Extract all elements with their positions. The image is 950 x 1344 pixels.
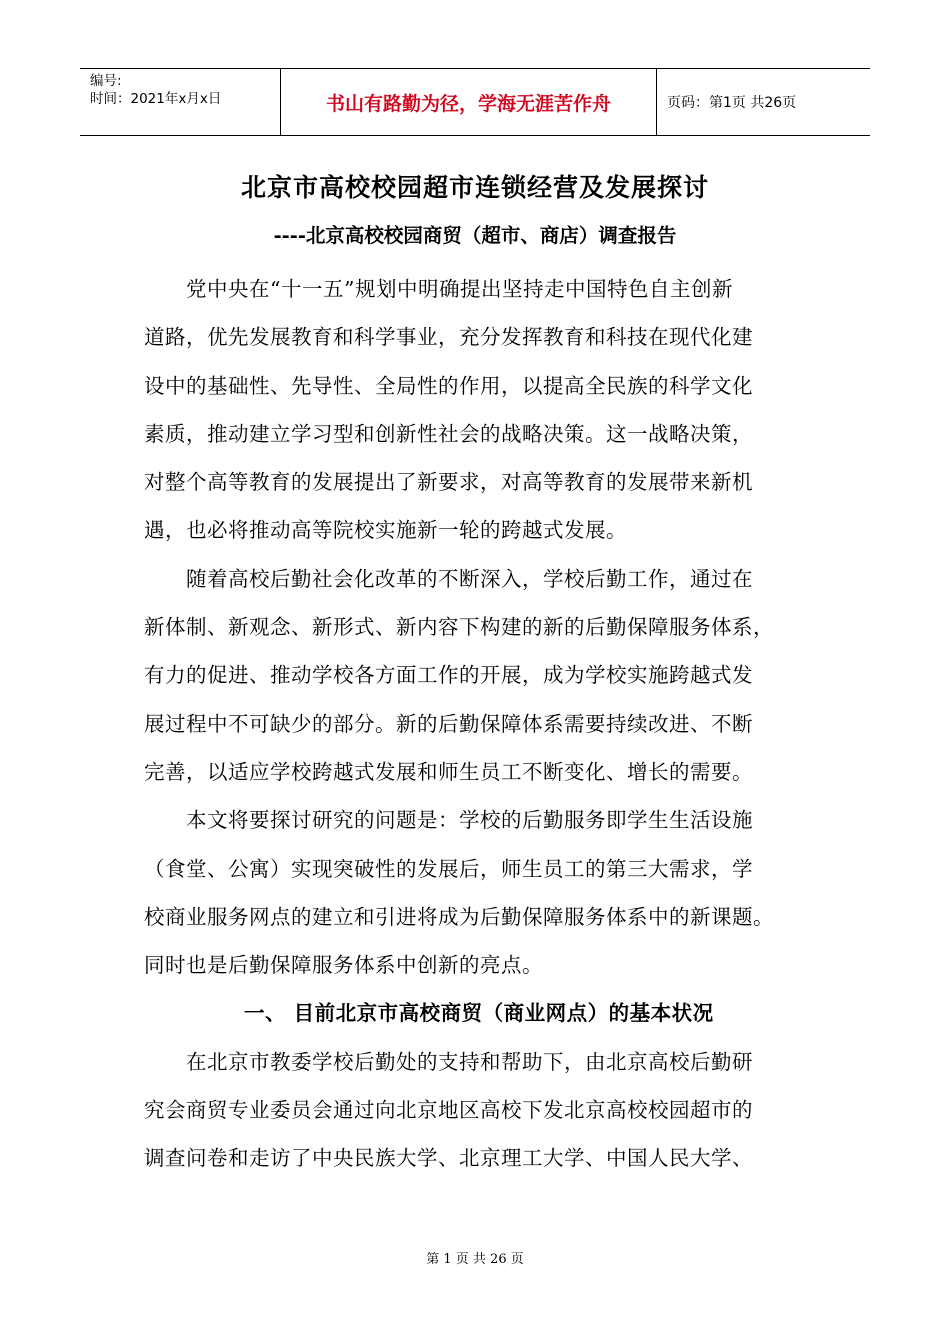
paragraph-line: 展过程中不可缺少的部分。新的后勤保障体系需要持续改进、不断 (144, 711, 753, 736)
date-line: 时间：2021年x月x日 (90, 91, 222, 107)
paragraph-line: 完善，以适应学校跨越式发展和师生员工不断变化、增长的需要。 (144, 759, 753, 784)
paragraph-line: （食堂、公寓）实现突破性的发展后，师生员工的第三大需求，学 (144, 856, 753, 881)
paragraph-line: 遇，也必将推动高等院校实施新一轮的跨越式发展。 (144, 518, 627, 543)
document-title: 北京市高校校园超市连锁经营及发展探讨 (240, 173, 709, 202)
paragraph-line: 究会商贸专业委员会通过向北京地区高校下发北京高校校园超市的 (144, 1098, 753, 1123)
paragraph-line: 素质，推动建立学习型和创新性社会的战略决策。这一战略决策， (144, 421, 753, 446)
paragraph-line: 在北京市教委学校后勤处的支持和帮助下，由北京高校后勤研 (186, 1049, 753, 1074)
paragraph-line: 同时也是后勤保障服务体系中创新的亮点。 (144, 953, 543, 978)
code-label: 编号: (90, 73, 122, 89)
paragraph-line: 对整个高等教育的发展提出了新要求，对高等教育的发展带来新机 (144, 470, 753, 495)
document-subtitle: ----北京高校校园商贸（超市、商店）调查报告 (273, 224, 677, 247)
paragraph-line: 校商业服务网点的建立和引进将成为后勤保障服务体系中的新课题。 (144, 904, 774, 929)
paragraph-line: 道路，优先发展教育和科学事业，充分发挥教育和科技在现代化建 (144, 325, 753, 350)
paragraph-line: 设中的基础性、先导性、全局性的作用，以提高全民族的科学文化 (144, 373, 753, 398)
header-meta (80, 69, 280, 135)
paragraph-line: 党中央在“十一五”规划中明确提出坚持走中国特色自主创新 (186, 277, 733, 301)
body-text (144, 265, 808, 1183)
motto: 书山有路勤为径，学海无涯苦作舟 (280, 69, 657, 135)
paragraph-line: 有力的促进、推动学校各方面工作的开展，成为学校实施跨越式发 (144, 663, 753, 688)
page-footer: 第 1 页 共 26 页 (426, 1252, 524, 1267)
document-header (80, 68, 870, 136)
paragraph-line: 新体制、新观念、新形式、新内容下构建的新的后勤保障服务体系， (144, 615, 774, 640)
section-heading: 一、 目前北京市高校商贸（商业网点）的基本状况 (244, 1001, 714, 1026)
paragraph-line: 本文将要探讨研究的问题是：学校的后勤服务即学生生活设施 (186, 808, 753, 833)
paragraph-line: 调查问卷和走访了中央民族大学、北京理工大学、中国人民大学、 (144, 1146, 753, 1171)
page-info: 页码：第1页 共26页 (667, 95, 797, 111)
paragraph-line: 随着高校后勤社会化改革的不断深入，学校后勤工作，通过在 (186, 566, 753, 591)
